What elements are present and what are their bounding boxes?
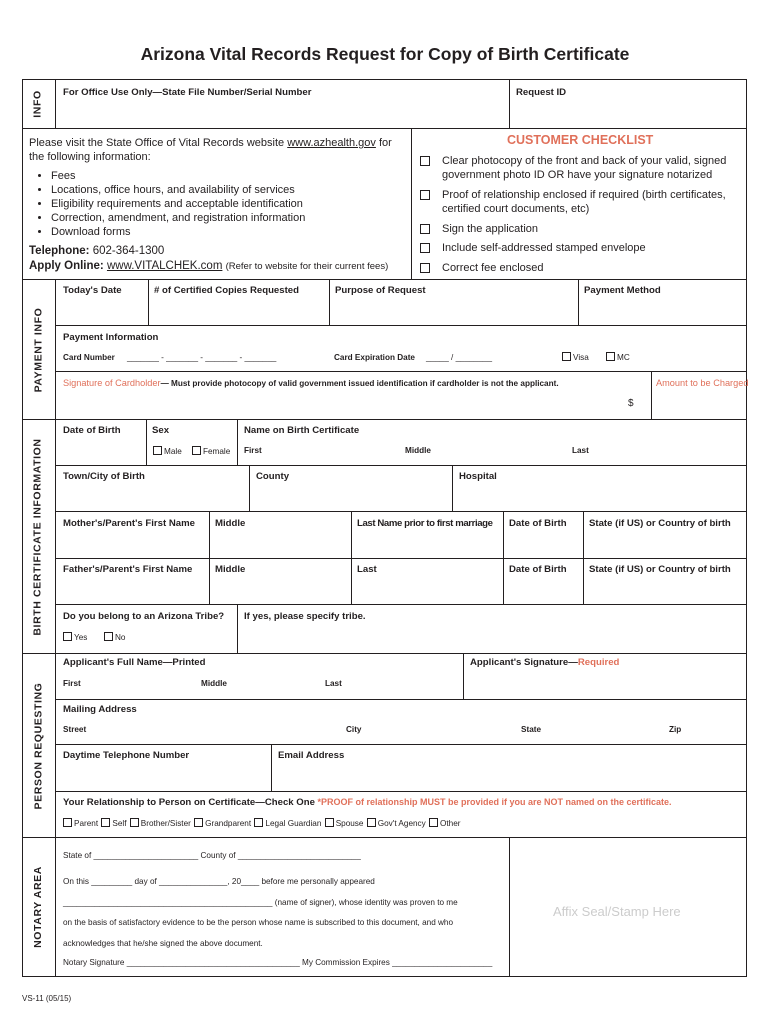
notary-signer-line[interactable]: ______________________________________________ (name of signer), whose identity was proven to me — [63, 898, 458, 907]
notary-signature-line[interactable]: Notary Signature ______________________________________ My Commission Expires ______________________ — [63, 958, 493, 967]
notary-date-line[interactable]: On this _________ day of _______________, 20____ before me personally appeared — [63, 877, 375, 886]
checkbox[interactable] — [420, 156, 430, 166]
tribe-question: Do you belong to an Arizona Tribe? — [63, 611, 225, 622]
state-field[interactable]: State — [521, 725, 542, 734]
applicant-middle-field[interactable]: Middle — [201, 679, 227, 688]
info-side-label: INFO — [32, 90, 45, 118]
last-name-field[interactable]: Last — [572, 446, 589, 455]
visit-list — [29, 169, 305, 239]
list-item: • Download forms — [51, 225, 305, 239]
seal-stamp-area: Affix Seal/Stamp Here — [553, 904, 681, 919]
expiration-field[interactable]: _____ / ________ — [426, 353, 493, 362]
checkbox[interactable] — [606, 352, 615, 361]
phone-field[interactable]: Daytime Telephone Number — [63, 750, 190, 761]
notary-side-label: NOTARY AREA — [32, 866, 45, 948]
street-field[interactable]: Street — [63, 725, 87, 734]
checkbox[interactable] — [429, 818, 438, 827]
checkbox[interactable] — [104, 632, 113, 641]
checkbox[interactable] — [325, 818, 334, 827]
telephone-line: Telephone: 602-364-1300 — [29, 245, 165, 257]
checkbox[interactable] — [63, 632, 72, 641]
middle-name-field[interactable]: Middle — [405, 446, 431, 455]
sex-label: Sex — [152, 425, 170, 436]
mc-option[interactable]: MC — [605, 352, 630, 362]
cardholder-signature-field[interactable]: Signature of Cardholder— Must provide photocopy of valid government issued identification if cardholder is not the applicant. — [63, 378, 559, 388]
father-last-field[interactable]: Last — [357, 564, 377, 575]
relationship-option-self[interactable]: Self — [100, 819, 126, 828]
office-use-label: For Office Use Only—State File Number/Serial Number — [63, 87, 312, 98]
name-on-certificate-label: Name on Birth Certificate — [244, 425, 360, 436]
checkbox[interactable] — [420, 263, 430, 273]
azhealth-link[interactable]: www.azhealth.gov — [287, 137, 376, 149]
male-option[interactable]: Male — [152, 446, 182, 456]
checkbox[interactable] — [420, 224, 430, 234]
relationship-option-grandparent[interactable]: Grandparent — [193, 819, 251, 828]
checkbox[interactable] — [101, 818, 110, 827]
notary-text: on the basis of satisfactory evidence to be the person whose name is subscribed to this document, and who — [63, 918, 454, 927]
request-id-label: Request ID — [516, 87, 567, 98]
applicant-section — [22, 653, 747, 838]
checkbox[interactable] — [420, 243, 430, 253]
applicant-side-label: PERSON REQUESTING — [32, 682, 45, 809]
city-field[interactable]: City — [346, 725, 362, 734]
list-item: • Eligibility requirements and acceptable identification — [51, 197, 305, 211]
zip-field[interactable]: Zip — [669, 725, 682, 734]
dob-field[interactable]: Date of Birth — [63, 425, 121, 436]
form-id: VS-11 (05/15) — [22, 994, 72, 1003]
mother-first-field[interactable]: Mother's/Parent's First Name — [63, 518, 195, 529]
amount-label: Amount to be Charged — [656, 378, 749, 388]
card-number-label: Card Number — [63, 353, 115, 362]
purpose-field[interactable]: Purpose of Request — [335, 285, 426, 296]
amount-field[interactable]: $ — [628, 398, 634, 409]
relationship-label: Your Relationship to Person on Certificate—Check One *PROOF of relationship MUST be provided if you are NOT named on the certificate. — [63, 797, 672, 808]
notary-state-county[interactable]: State of _______________________ County of ___________________________ — [63, 851, 361, 860]
father-dob-field[interactable]: Date of Birth — [509, 564, 567, 575]
county-field[interactable]: County — [256, 471, 290, 482]
applicant-last-field[interactable]: Last — [325, 679, 342, 688]
relationship-options — [62, 818, 461, 828]
tribe-specify-field[interactable]: If yes, please specify tribe. — [244, 611, 366, 622]
expiration-label: Card Expiration Date — [334, 353, 415, 362]
page-title: Arizona Vital Records Request for Copy of Birth Certificate — [140, 44, 630, 64]
tribe-no-option[interactable]: No — [103, 632, 125, 642]
payment-section — [22, 279, 747, 420]
applicant-signature-field[interactable]: Applicant's Signature—Required — [470, 657, 620, 668]
tribe-yes-option[interactable]: Yes — [62, 632, 87, 642]
vitalchek-link[interactable]: www.VITALCHEK.com — [106, 260, 223, 272]
checkbox[interactable] — [420, 190, 430, 200]
relationship-option-spouse[interactable]: Spouse — [324, 819, 364, 828]
visa-option[interactable]: Visa — [561, 352, 589, 362]
list-item: • Correction, amendment, and registration information — [51, 211, 305, 225]
payment-side-label: PAYMENT INFO — [32, 307, 45, 392]
copies-field[interactable]: # of Certified Copies Requested — [154, 285, 299, 296]
mother-middle-field[interactable]: Middle — [215, 518, 246, 529]
notary-text: acknowledges that he/she signed the above document. — [63, 939, 263, 948]
relationship-option-agency[interactable]: Gov't Agency — [366, 819, 426, 828]
checkbox[interactable] — [194, 818, 203, 827]
checkbox[interactable] — [562, 352, 571, 361]
card-number-field[interactable]: _______ - _______ - _______ - _______ — [127, 353, 277, 362]
payment-info-title: Payment Information — [63, 332, 159, 343]
checkbox[interactable] — [153, 446, 162, 455]
mother-last-field[interactable]: Last Name prior to first marriage — [357, 518, 493, 529]
father-middle-field[interactable]: Middle — [215, 564, 246, 575]
applicant-first-field[interactable]: First — [63, 679, 81, 688]
relationship-option-guardian[interactable]: Legal Guardian — [253, 819, 321, 828]
todays-date-field[interactable]: Today's Date — [63, 285, 122, 296]
applicant-name-label: Applicant's Full Name—Printed — [63, 657, 206, 668]
checklist-title: CUSTOMER CHECKLIST — [507, 133, 654, 147]
list-item: • Fees — [51, 169, 305, 183]
email-field[interactable]: Email Address — [278, 750, 345, 761]
apply-line: Apply Online: www.VITALCHEK.com (Refer to website for their current fees) — [29, 260, 389, 272]
checkbox[interactable] — [254, 818, 263, 827]
father-first-field[interactable]: Father's/Parent's First Name — [63, 564, 193, 575]
mother-state-field[interactable]: State (if US) or Country of birth — [589, 518, 731, 529]
checkbox[interactable] — [192, 446, 201, 455]
female-option[interactable]: Female — [191, 446, 230, 456]
visit-intro: Please visit the State Office of Vital Records website www.azhealth.gov for the following information: — [29, 137, 392, 163]
list-item: • Locations, office hours, and availability of services — [51, 183, 305, 197]
checkbox[interactable] — [130, 818, 139, 827]
relationship-option-other[interactable]: Other — [428, 819, 460, 828]
checkbox[interactable] — [367, 818, 376, 827]
relationship-option-parent[interactable]: Parent — [62, 819, 98, 828]
town-field[interactable]: Town/City of Birth — [63, 471, 145, 482]
mailing-address-label: Mailing Address — [63, 704, 137, 715]
payment-method-field[interactable]: Payment Method — [584, 285, 661, 296]
mother-dob-field[interactable]: Date of Birth — [509, 518, 567, 529]
father-state-field[interactable]: State (if US) or Country of birth — [589, 564, 731, 575]
birth-side-label: BIRTH CERTIFICATE INFORMATION — [32, 437, 44, 636]
checkbox[interactable] — [63, 818, 72, 827]
hospital-field[interactable]: Hospital — [459, 471, 497, 482]
first-name-field[interactable]: First — [244, 446, 262, 455]
relationship-option-sibling[interactable]: Brother/Sister — [129, 819, 191, 828]
